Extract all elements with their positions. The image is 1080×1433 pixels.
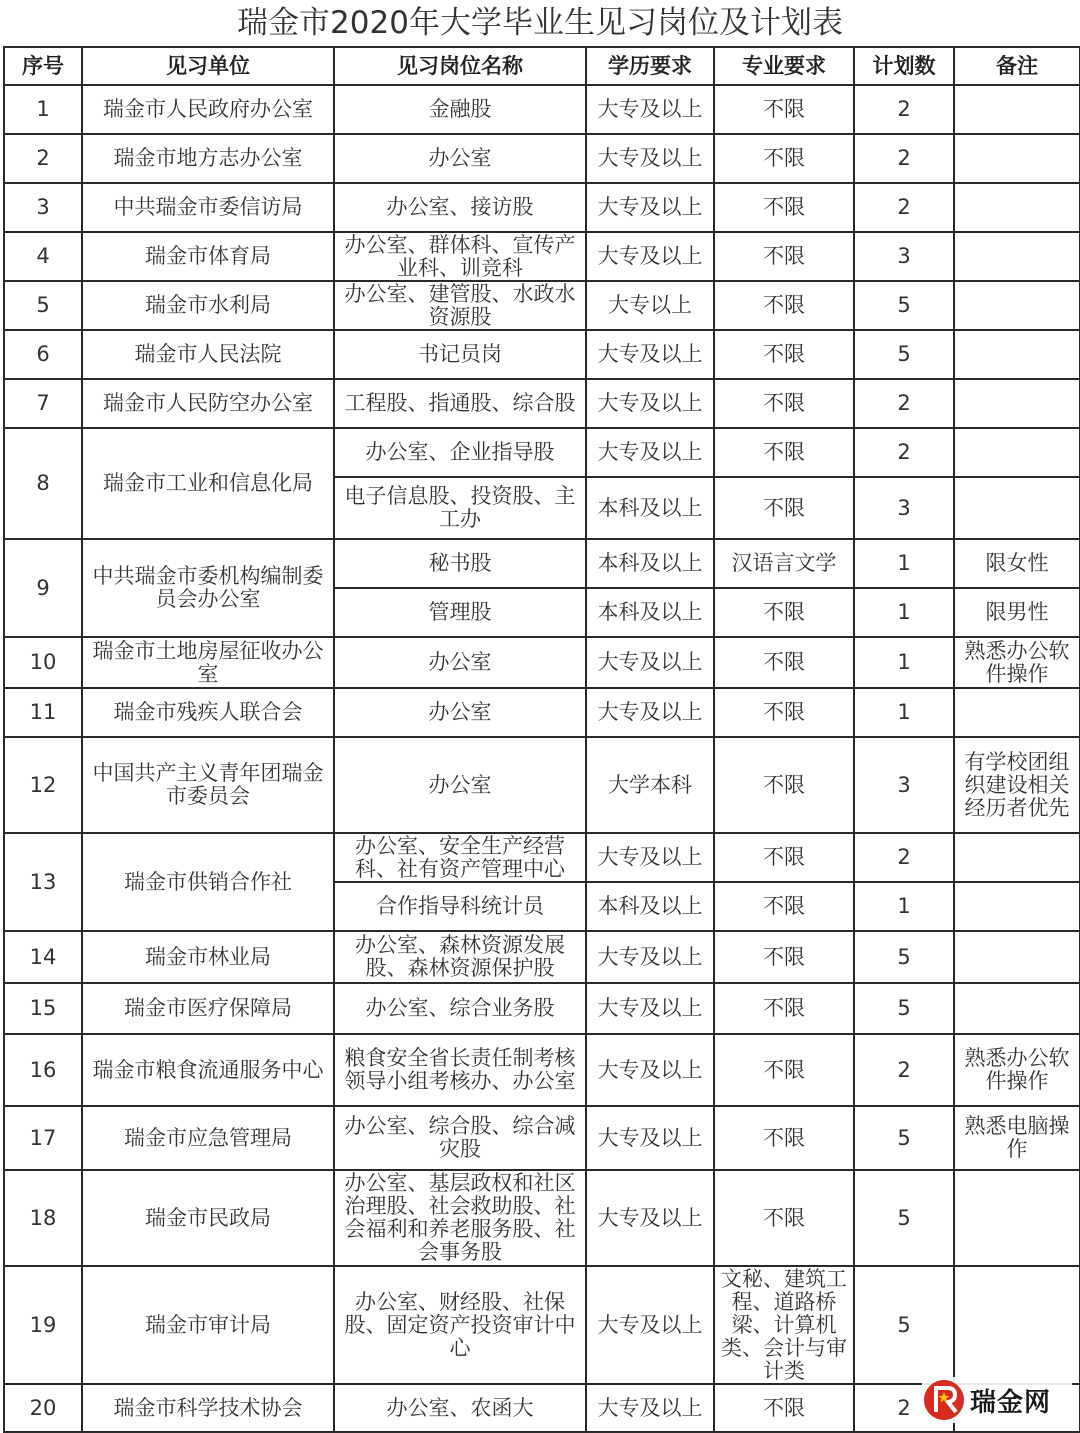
table-row: [4, 1170, 1080, 1266]
cell-plan: 1: [854, 882, 954, 931]
cell-major: 不限: [714, 85, 854, 134]
cell-no: 16: [4, 1034, 82, 1106]
cell-major: 不限: [714, 379, 854, 428]
cell-edu: 大专及以上: [586, 983, 714, 1034]
cell-major: 文秘、建筑工程、道路桥梁、计算机类、会计与审计类: [714, 1266, 854, 1384]
cell-note: [954, 931, 1080, 983]
cell-unit: 瑞金市人民防空办公室: [82, 379, 334, 428]
cell-unit: 瑞金市工业和信息化局: [82, 428, 334, 539]
cell-note: 有学校团组织建设相关经历者优先: [954, 737, 1080, 833]
cell-no: 1: [4, 85, 82, 134]
cell-note: 限女性: [954, 539, 1080, 588]
cell-note: [954, 882, 1080, 931]
table-row: [4, 688, 1080, 737]
col-header-no: 序号: [4, 47, 82, 85]
cell-plan: 1: [854, 539, 954, 588]
cell-edu: 大专以上: [586, 281, 714, 330]
cell-no: 19: [4, 1266, 82, 1384]
cell-no: 20: [4, 1384, 82, 1432]
cell-note: [954, 85, 1080, 134]
cell-note: [954, 1266, 1080, 1384]
cell-no: 4: [4, 232, 82, 281]
cell-edu: 大专及以上: [586, 1266, 714, 1384]
col-header-plan: 计划数: [854, 47, 954, 85]
cell-post: 办公室、安全生产经营科、社有资产管理中心: [334, 833, 586, 882]
table-row: [4, 539, 1080, 588]
cell-major: 汉语言文学: [714, 539, 854, 588]
cell-unit: 瑞金市林业局: [82, 931, 334, 983]
cell-no: 18: [4, 1170, 82, 1266]
cell-post: 粮食安全省长责任制考核领导小组考核办、办公室: [334, 1034, 586, 1106]
cell-unit: 瑞金市应急管理局: [82, 1106, 334, 1170]
cell-note: [954, 1170, 1080, 1266]
cell-edu: 大专及以上: [586, 134, 714, 183]
cell-major: 不限: [714, 1384, 854, 1432]
cell-no: 10: [4, 637, 82, 688]
cell-unit: 瑞金市粮食流通服务中心: [82, 1034, 334, 1106]
cell-no: 2: [4, 134, 82, 183]
cell-note: [954, 477, 1080, 539]
cell-edu: 本科及以上: [586, 882, 714, 931]
cell-major: 不限: [714, 931, 854, 983]
cell-edu: 大专及以上: [586, 688, 714, 737]
cell-plan: 2: [854, 1384, 954, 1432]
table-row: [4, 379, 1080, 428]
col-header-major: 专业要求: [714, 47, 854, 85]
cell-major: 不限: [714, 737, 854, 833]
cell-note: 熟悉电脑操作: [954, 1106, 1080, 1170]
cell-edu: 本科及以上: [586, 588, 714, 637]
cell-plan: 2: [854, 85, 954, 134]
cell-post: 办公室、农函大: [334, 1384, 586, 1432]
cell-note: [954, 281, 1080, 330]
cell-plan: 3: [854, 737, 954, 833]
cell-major: 不限: [714, 477, 854, 539]
cell-post: 办公室、群体科、宣传产业科、训竞科: [334, 232, 586, 281]
cell-edu: 大专及以上: [586, 1034, 714, 1106]
table-row: [4, 232, 1080, 281]
cell-edu: 大专及以上: [586, 428, 714, 477]
col-header-post: 见习岗位名称: [334, 47, 586, 85]
cell-no: 14: [4, 931, 82, 983]
cell-post: 办公室、企业指导股: [334, 428, 586, 477]
cell-major: 不限: [714, 983, 854, 1034]
cell-edu: 大专及以上: [586, 183, 714, 232]
cell-plan: 5: [854, 983, 954, 1034]
cell-edu: 大专及以上: [586, 1170, 714, 1266]
internship-table: [3, 46, 1080, 1433]
col-header-note: 备注: [954, 47, 1080, 85]
table-row: [4, 183, 1080, 232]
cell-post: 管理股: [334, 588, 586, 637]
cell-major: 不限: [714, 637, 854, 688]
cell-plan: 2: [854, 833, 954, 882]
cell-unit: 瑞金市人民政府办公室: [82, 85, 334, 134]
cell-unit: 瑞金市土地房屋征收办公室: [82, 637, 334, 688]
cell-note: [954, 983, 1080, 1034]
cell-post: 合作指导科统计员: [334, 882, 586, 931]
cell-no: 13: [4, 833, 82, 931]
cell-edu: 大专及以上: [586, 379, 714, 428]
cell-post: 办公室、综合业务股: [334, 983, 586, 1034]
cell-no: 9: [4, 539, 82, 637]
cell-major: 不限: [714, 1106, 854, 1170]
header-row: [4, 47, 1080, 85]
cell-major: 不限: [714, 232, 854, 281]
cell-unit: 瑞金市医疗保障局: [82, 983, 334, 1034]
cell-note: [954, 833, 1080, 882]
cell-plan: 3: [854, 232, 954, 281]
table-row: [4, 428, 1080, 477]
table-row: [4, 931, 1080, 983]
table-row: [4, 281, 1080, 330]
cell-edu: 本科及以上: [586, 539, 714, 588]
cell-major: 不限: [714, 1034, 854, 1106]
cell-edu: 大专及以上: [586, 85, 714, 134]
cell-edu: 本科及以上: [586, 477, 714, 539]
cell-plan: 3: [854, 477, 954, 539]
cell-unit: 瑞金市审计局: [82, 1266, 334, 1384]
cell-post: 办公室: [334, 737, 586, 833]
cell-no: 3: [4, 183, 82, 232]
cell-plan: 2: [854, 183, 954, 232]
cell-edu: 大专及以上: [586, 1384, 714, 1432]
cell-unit: 中共瑞金市委机构编制委员会办公室: [82, 539, 334, 637]
table-row: [4, 85, 1080, 134]
cell-plan: 2: [854, 1034, 954, 1106]
cell-no: 12: [4, 737, 82, 833]
cell-note: [954, 379, 1080, 428]
table-row: [4, 833, 1080, 882]
cell-edu: 大专及以上: [586, 833, 714, 882]
cell-plan: 1: [854, 637, 954, 688]
cell-edu: 大专及以上: [586, 232, 714, 281]
cell-plan: 5: [854, 1170, 954, 1266]
cell-unit: 瑞金市科学技术协会: [82, 1384, 334, 1432]
cell-plan: 5: [854, 1266, 954, 1384]
cell-edu: 大专及以上: [586, 931, 714, 983]
cell-edu: 大专及以上: [586, 330, 714, 379]
cell-note: [954, 688, 1080, 737]
cell-no: 15: [4, 983, 82, 1034]
cell-note: [954, 330, 1080, 379]
cell-no: 8: [4, 428, 82, 539]
cell-post: 办公室: [334, 688, 586, 737]
cell-unit: 瑞金市水利局: [82, 281, 334, 330]
cell-note: [954, 183, 1080, 232]
watermark-text: 瑞金网: [970, 1387, 1052, 1418]
cell-post: 办公室、森林资源发展股、森林资源保护股: [334, 931, 586, 983]
cell-major: 不限: [714, 183, 854, 232]
cell-post: 工程股、指通股、综合股: [334, 379, 586, 428]
cell-post: 秘书股: [334, 539, 586, 588]
cell-plan: 5: [854, 281, 954, 330]
cell-major: 不限: [714, 1170, 854, 1266]
col-header-edu: 学历要求: [586, 47, 714, 85]
cell-plan: 1: [854, 688, 954, 737]
cell-edu: 大专及以上: [586, 637, 714, 688]
table-row: [4, 330, 1080, 379]
cell-plan: 2: [854, 134, 954, 183]
cell-post: 办公室: [334, 134, 586, 183]
cell-post: 办公室、接访股: [334, 183, 586, 232]
cell-post: 办公室、建管股、水政水资源股: [334, 281, 586, 330]
cell-major: 不限: [714, 688, 854, 737]
table-row: [4, 1106, 1080, 1170]
cell-major: 不限: [714, 428, 854, 477]
table-row: [4, 637, 1080, 688]
cell-plan: 2: [854, 428, 954, 477]
cell-plan: 5: [854, 931, 954, 983]
cell-edu: 大学本科: [586, 737, 714, 833]
cell-unit: 瑞金市民政局: [82, 1170, 334, 1266]
col-header-unit: 见习单位: [82, 47, 334, 85]
cell-post: 书记员岗: [334, 330, 586, 379]
cell-major: 不限: [714, 330, 854, 379]
cell-unit: 瑞金市地方志办公室: [82, 134, 334, 183]
cell-no: 17: [4, 1106, 82, 1170]
table-row: [4, 737, 1080, 833]
cell-note: 熟悉办公软件操作: [954, 1034, 1080, 1106]
table-row: [4, 1384, 1080, 1432]
cell-note: 熟悉办公软件操作: [954, 637, 1080, 688]
cell-no: 11: [4, 688, 82, 737]
cell-plan: 5: [854, 1106, 954, 1170]
cell-post: 办公室: [334, 637, 586, 688]
cell-post: 办公室、财经股、社保股、固定资产投资审计中心: [334, 1266, 586, 1384]
table-row: [4, 134, 1080, 183]
cell-unit: 瑞金市体育局: [82, 232, 334, 281]
table-row: [4, 983, 1080, 1034]
cell-note: [954, 428, 1080, 477]
cell-note: [954, 232, 1080, 281]
page-title: 瑞金市2020年大学毕业生见习岗位及计划表: [237, 5, 843, 41]
cell-no: 5: [4, 281, 82, 330]
cell-plan: 2: [854, 379, 954, 428]
cell-post: 金融股: [334, 85, 586, 134]
ruijin-logo-icon: [922, 1378, 966, 1422]
cell-note: 限男性: [954, 588, 1080, 637]
table-row: [4, 1034, 1080, 1106]
cell-no: 6: [4, 330, 82, 379]
cell-no: 7: [4, 379, 82, 428]
watermark-logo: [922, 1377, 1072, 1423]
cell-note: [954, 134, 1080, 183]
cell-post: 办公室、基层政权和社区治理股、社会救助股、社会福利和养老服务股、社会事务股: [334, 1170, 586, 1266]
cell-major: 不限: [714, 134, 854, 183]
cell-major: 不限: [714, 588, 854, 637]
cell-unit: 瑞金市人民法院: [82, 330, 334, 379]
cell-plan: 5: [854, 330, 954, 379]
cell-post: 办公室、综合股、综合减灾股: [334, 1106, 586, 1170]
cell-major: 不限: [714, 281, 854, 330]
cell-unit: 中共瑞金市委信访局: [82, 183, 334, 232]
cell-plan: 1: [854, 588, 954, 637]
cell-post: 电子信息股、投资股、主工办: [334, 477, 586, 539]
cell-unit: 瑞金市残疾人联合会: [82, 688, 334, 737]
cell-unit: 瑞金市供销合作社: [82, 833, 334, 931]
table-row: [4, 1266, 1080, 1384]
cell-unit: 中国共产主义青年团瑞金市委员会: [82, 737, 334, 833]
cell-edu: 大专及以上: [586, 1106, 714, 1170]
cell-major: 不限: [714, 882, 854, 931]
cell-major: 不限: [714, 833, 854, 882]
